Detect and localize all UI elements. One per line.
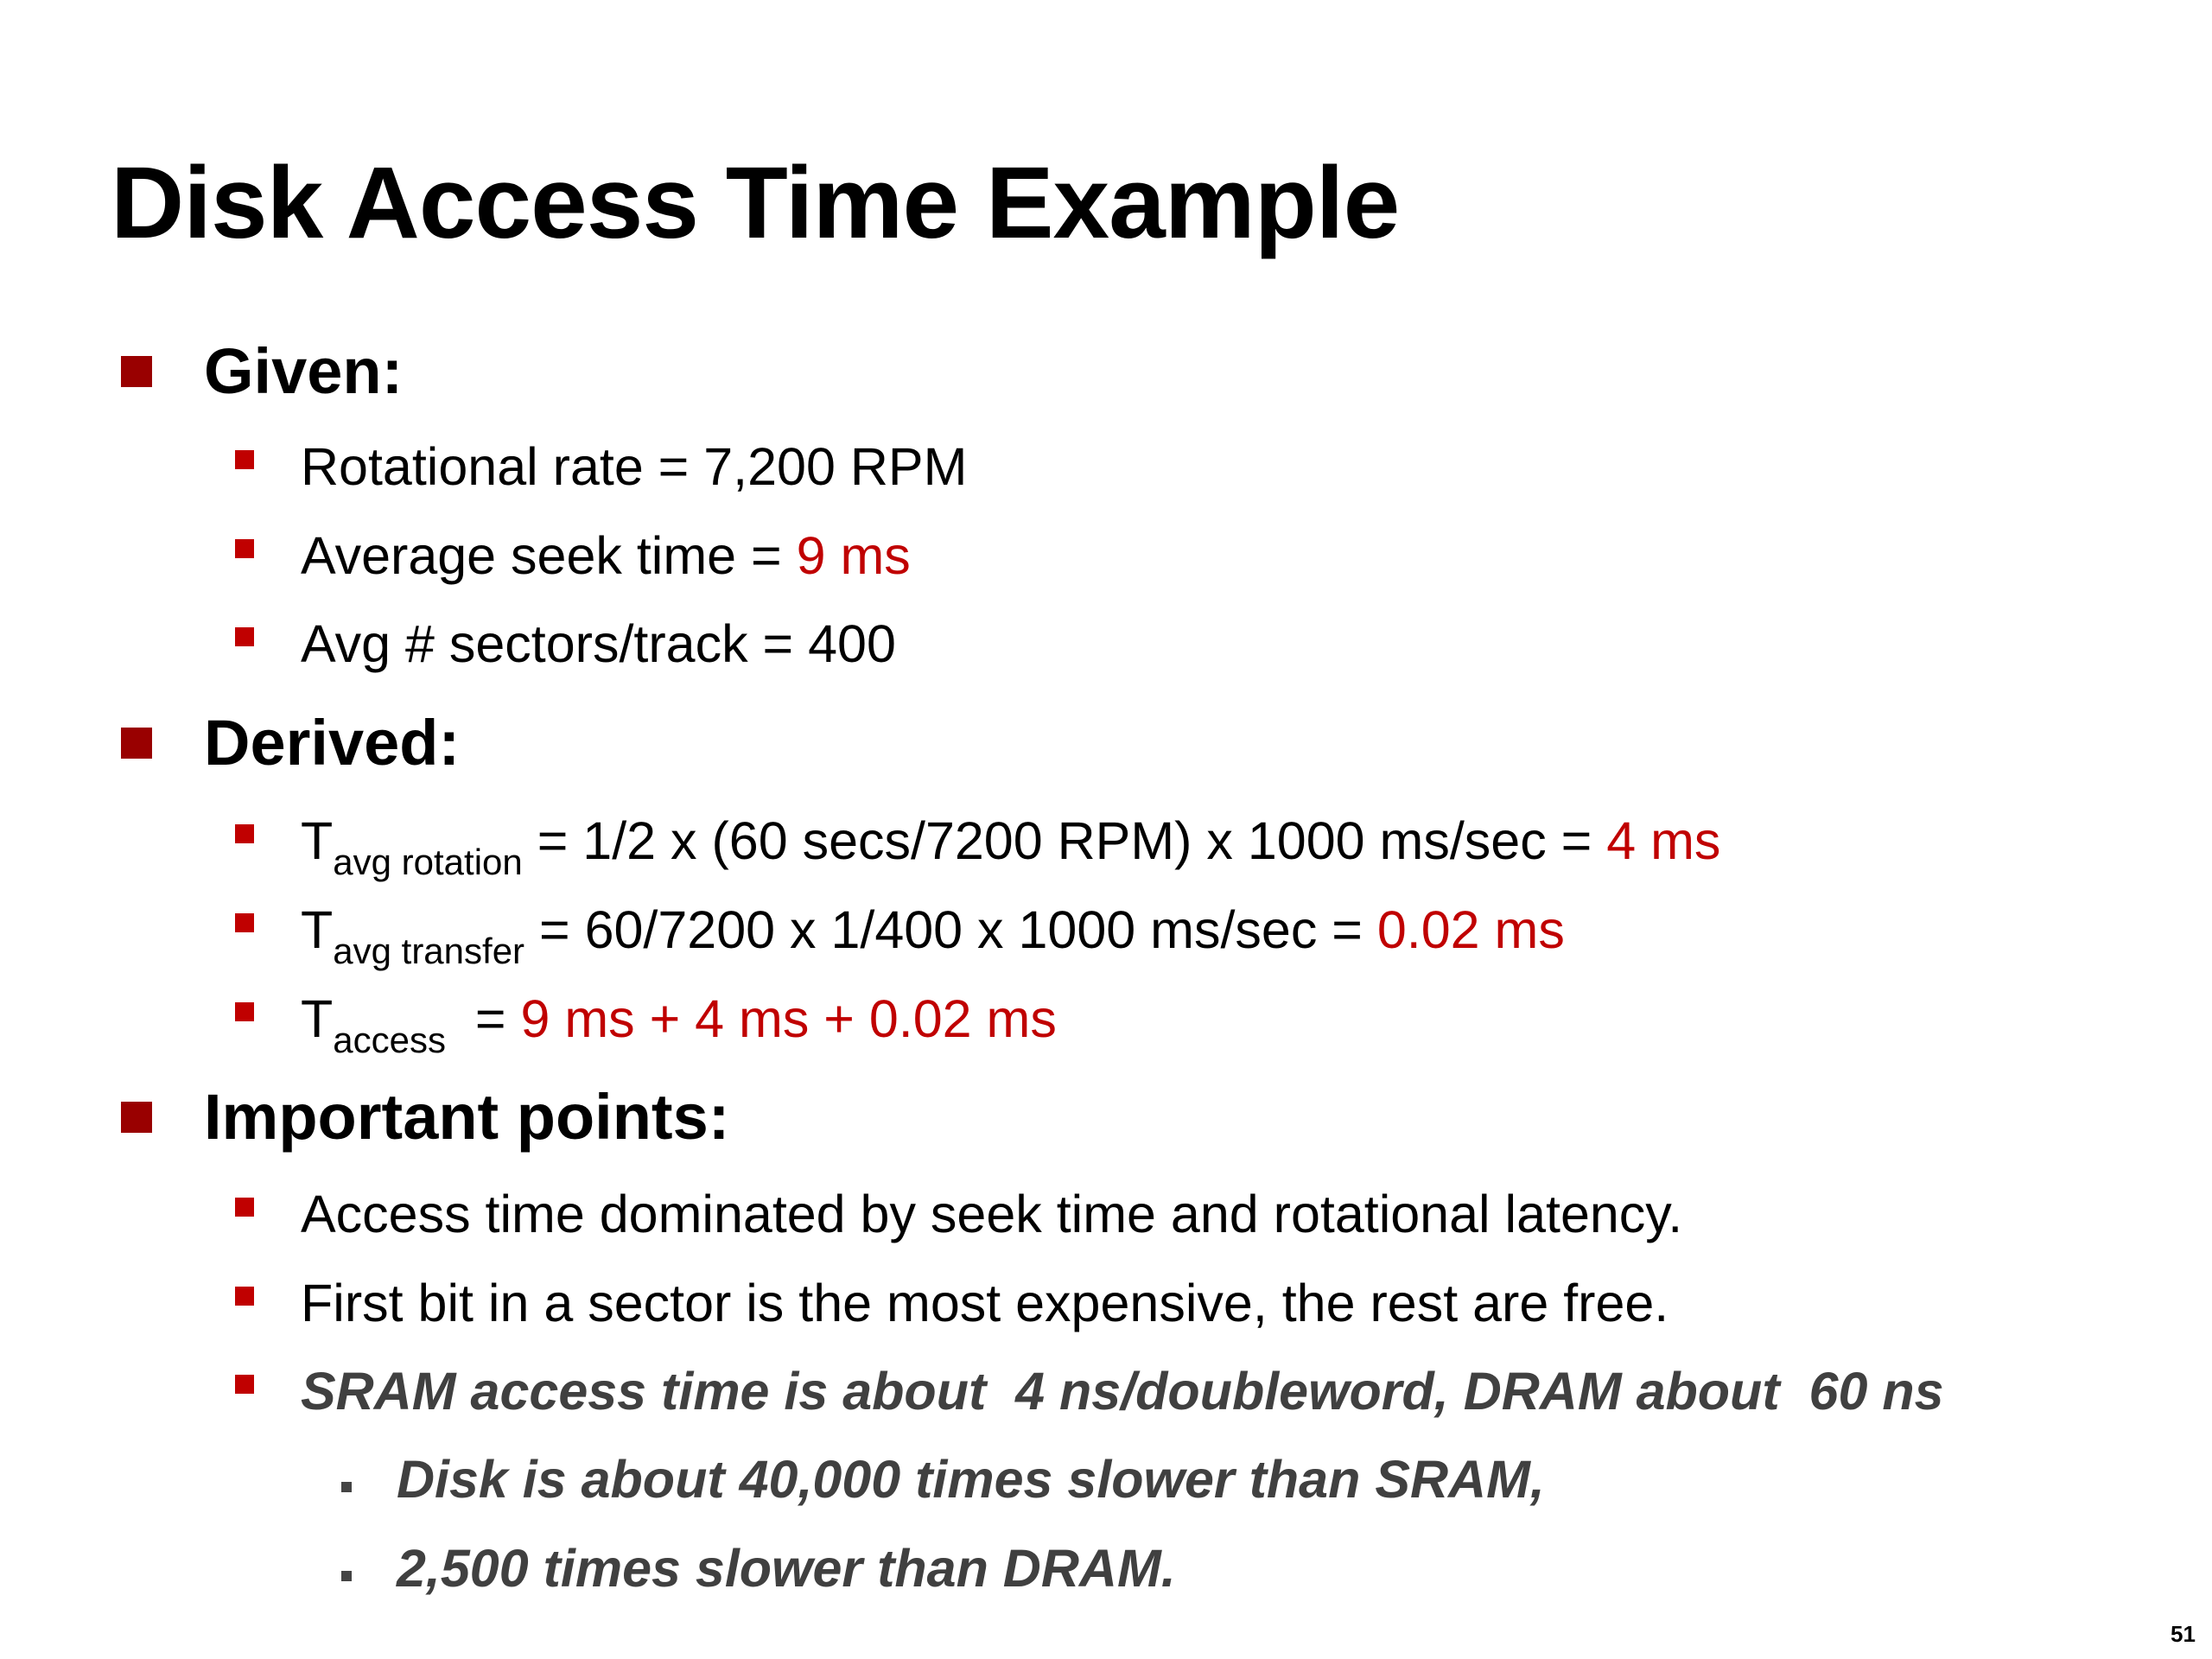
formula-expression: = 1/2 x (60 secs/7200 RPM) x 1000 ms/sec = xyxy=(522,811,1607,870)
formula-result: 0.02 ms xyxy=(1376,900,1565,959)
square-bullet-icon xyxy=(235,1198,254,1217)
formula-variable: T xyxy=(301,900,334,959)
formula-variable: T xyxy=(301,811,334,870)
formula-variable: T xyxy=(301,989,334,1048)
square-bullet-icon xyxy=(235,913,254,932)
formula-subscript: access xyxy=(333,1020,446,1060)
formula-subscript: avg rotation xyxy=(333,842,523,882)
item-text: Disk is about 40,000 times slower than SRAM, xyxy=(397,1450,1545,1509)
section-heading: Important points: xyxy=(204,1081,730,1153)
formula-result: 9 ms + 4 ms + 0.02 ms xyxy=(520,989,1057,1048)
square-bullet-icon xyxy=(235,539,254,558)
formula-expression: = xyxy=(445,989,521,1048)
formula-expression: = 60/7200 x 1/400 x 1000 ms/sec = xyxy=(524,900,1377,959)
square-bullet-icon xyxy=(235,1375,254,1394)
highlight-value: 9 ms xyxy=(796,526,911,585)
formula xyxy=(301,891,1565,990)
page-number: 51 xyxy=(2171,1621,2196,1647)
square-bullet-icon xyxy=(341,1571,352,1581)
square-bullet-icon xyxy=(235,450,254,469)
square-bullet-icon xyxy=(121,728,152,759)
formula xyxy=(301,802,1720,901)
item-text: Avg # sectors/track = 400 xyxy=(301,614,896,673)
square-bullet-icon xyxy=(121,1102,152,1133)
item-prefix: Average seek time = xyxy=(301,526,797,585)
square-bullet-icon xyxy=(235,1287,254,1306)
item-text: First bit in a sector is the most expensive, the rest are free. xyxy=(301,1274,1669,1332)
slide-title: Disk Access Time Example xyxy=(111,146,1400,260)
section-heading: Derived: xyxy=(204,707,461,779)
square-bullet-icon xyxy=(235,824,254,843)
square-bullet-icon xyxy=(341,1482,352,1492)
item-text: Rotational rate = 7,200 RPM xyxy=(301,437,968,496)
item-text: Access time dominated by seek time and rotational latency. xyxy=(301,1185,1683,1243)
formula-result: 4 ms xyxy=(1606,811,1721,870)
formula xyxy=(301,980,1057,1079)
square-bullet-icon xyxy=(235,1002,254,1021)
formula-subscript: avg transfer xyxy=(333,931,525,971)
square-bullet-icon xyxy=(235,627,254,646)
item-text: 2,500 times slower than DRAM. xyxy=(397,1539,1176,1598)
section-heading: Given: xyxy=(204,335,404,407)
square-bullet-icon xyxy=(121,356,152,387)
item-text xyxy=(301,517,911,594)
item-text: SRAM access time is about 4 ns/doubleword, DRAM about 60 ns xyxy=(301,1362,1944,1421)
